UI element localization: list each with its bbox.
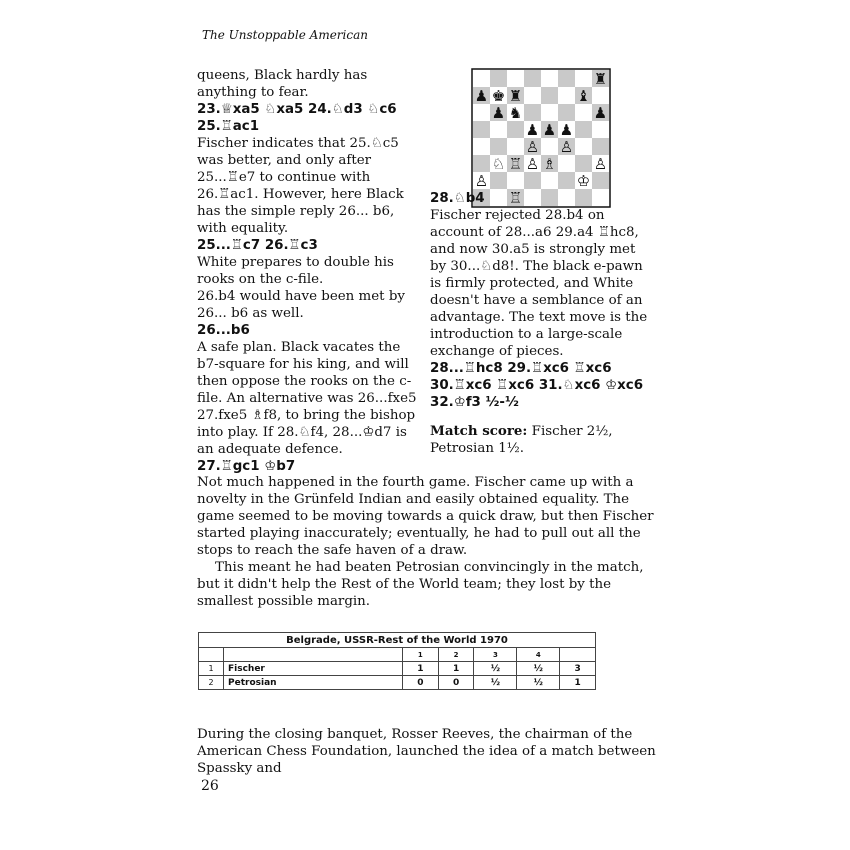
- board-square: [490, 121, 507, 138]
- board-square: [575, 70, 592, 87]
- body-paragraph-1: Not much happened in the fourth game. Fischer came up with a novelty in the Grünfeld Indian and easily obtained equality. The game seemed to be moving towards a quick draw, but then Fischer started playing inaccurately; eventually, he had to pull out all the stops to reach the safe haven of a draw.: [197, 475, 654, 558]
- board-square: [507, 172, 524, 189]
- board-square: [592, 172, 609, 189]
- board-square: [575, 155, 592, 172]
- move-line: 25.♖ac1: [197, 119, 260, 134]
- board-square: [541, 138, 558, 155]
- board-square: [507, 121, 524, 138]
- board-square: [575, 121, 592, 138]
- move-line: 27.♖gc1 ♔b7: [197, 459, 296, 474]
- match-score-label: Match score:: [430, 423, 528, 439]
- chess-piece: ♞: [508, 104, 523, 122]
- annotation-text: queens, Black hardly has anything to fear.: [197, 68, 368, 100]
- chess-piece: ♟: [474, 87, 489, 105]
- move-line: 26...b6: [197, 323, 250, 338]
- chess-piece: ♖: [508, 189, 523, 207]
- board-square: [558, 70, 575, 87]
- board-square: [558, 155, 575, 172]
- board-square: [541, 104, 558, 121]
- board-square: [524, 87, 541, 104]
- chess-piece: ♗: [542, 155, 557, 173]
- chess-diagram: [471, 68, 611, 208]
- board-square: [524, 172, 541, 189]
- board-square: [490, 138, 507, 155]
- chess-piece: ♙: [525, 138, 540, 156]
- results-table: [198, 632, 596, 690]
- annotation-text: Fischer rejected 28.b4 on account of 28...a6 29.a4 ♖hc8, and now 30.a5 is strongly met by 30...♘d8!. The black e-pawn is firmly protected, and White doesn't have a semblance of an advantage. The text move is the introduction to a large-scale exchange of pieces.: [430, 208, 648, 359]
- table-caption: Belgrade, USSR-Rest of the World 1970: [199, 633, 596, 648]
- chess-piece: ♜: [593, 70, 608, 88]
- body-paragraph-2: This meant he had beaten Petrosian convincingly in the match, but it didn't help the Rest of the World team; they lost by the smallest possible margin.: [197, 560, 644, 609]
- annotation-text: A safe plan. Black vacates the b7-square for his king, and will then oppose the rooks on the c-file. An alternative was 26...fxe5 27.fxe5 ♗f8, to bring the bishop into play. If 28.♘f4, 28...♔d7 is an adequate defence.: [197, 340, 417, 457]
- result-cell: 0: [403, 676, 439, 690]
- round-header: 1: [403, 648, 439, 662]
- chess-piece: ♘: [491, 155, 506, 173]
- chess-piece: ♜: [508, 87, 523, 105]
- board-square: [507, 138, 524, 155]
- chess-piece: ♙: [559, 138, 574, 156]
- row-index: 1: [199, 662, 224, 676]
- board-square: [558, 87, 575, 104]
- chess-piece: ♟: [542, 121, 557, 139]
- round-header: 3: [474, 648, 517, 662]
- chess-piece: ♟: [525, 121, 540, 139]
- result-cell: ½: [517, 676, 560, 690]
- total-cell: 3: [560, 662, 596, 676]
- chess-piece: ♚: [491, 87, 506, 105]
- board-square: [473, 155, 490, 172]
- result-cell: ½: [517, 662, 560, 676]
- board-square: [541, 87, 558, 104]
- chess-piece: ♟: [593, 104, 608, 122]
- chess-piece: ♙: [525, 155, 540, 173]
- board-square: [558, 172, 575, 189]
- board-square: [473, 121, 490, 138]
- annotation-text: Fischer indicates that 25.♘c5 was better, and only after 25...♖e7 to continue with 26.♖ac1. However, here Black has the simple reply 26... b6, with equality.: [197, 136, 404, 236]
- result-cell: 1: [438, 662, 474, 676]
- table-row: [199, 676, 596, 690]
- board-square: [507, 70, 524, 87]
- board-square: [524, 104, 541, 121]
- move-line: 25...♖c7 26.♖c3: [197, 238, 318, 253]
- left-column: [197, 67, 422, 475]
- chess-piece: ♙: [474, 172, 489, 190]
- right-column: [430, 190, 654, 457]
- move-line: 28...♖hc8 29.♖xc6 ♖xc6 30.♖xc6 ♖xc6 31.♘xc6 ♔xc6 32.♔f3 ½-½: [430, 361, 644, 410]
- chess-piece: ♝: [576, 87, 591, 105]
- annotation-text: 26.b4 would have been met by 26... b6 as well.: [197, 289, 405, 321]
- table-row: [199, 662, 596, 676]
- chess-piece: ♟: [491, 104, 506, 122]
- chess-piece: ♟: [559, 121, 574, 139]
- board-square: [473, 138, 490, 155]
- board-square: [524, 70, 541, 87]
- annotation-text: White prepares to double his rooks on the c-file.: [197, 255, 394, 287]
- page-number: 26: [201, 778, 219, 794]
- row-index: 2: [199, 676, 224, 690]
- move-line: 28.♘b4: [430, 191, 485, 206]
- board-square: [473, 70, 490, 87]
- result-cell: 1: [403, 662, 439, 676]
- board-square: [575, 104, 592, 121]
- round-header: 2: [438, 648, 474, 662]
- board-square: [592, 121, 609, 138]
- total-cell: 1: [560, 676, 596, 690]
- match-score: [430, 423, 654, 457]
- board-square: [490, 172, 507, 189]
- result-cell: ½: [474, 662, 517, 676]
- round-header: 4: [517, 648, 560, 662]
- running-head: The Unstoppable American: [202, 28, 368, 42]
- board-square: [490, 70, 507, 87]
- board-square: [558, 104, 575, 121]
- match-score-value: Fischer 2½, Petrosian 1½.: [430, 424, 613, 456]
- result-cell: ½: [474, 676, 517, 690]
- board-square: [473, 104, 490, 121]
- chess-piece: ♙: [593, 155, 608, 173]
- board-square: [541, 70, 558, 87]
- board-square: [575, 138, 592, 155]
- chess-piece: ♔: [576, 172, 591, 190]
- player-name: Fischer: [224, 662, 403, 676]
- closing-paragraph: During the closing banquet, Rosser Reeves, the chairman of the American Chess Foundation, launched the idea of a match between Spassky and: [197, 727, 656, 776]
- move-line: 23.♕xa5 ♘xa5 24.♘d3 ♘c6: [197, 102, 397, 117]
- closing-text: [197, 726, 657, 777]
- board-square: [541, 172, 558, 189]
- result-cell: 0: [438, 676, 474, 690]
- board-square: [592, 87, 609, 104]
- chess-piece: ♖: [508, 155, 523, 173]
- player-name: Petrosian: [224, 676, 403, 690]
- table-header-row: [199, 648, 596, 662]
- body-text: [197, 474, 657, 610]
- board-square: [592, 138, 609, 155]
